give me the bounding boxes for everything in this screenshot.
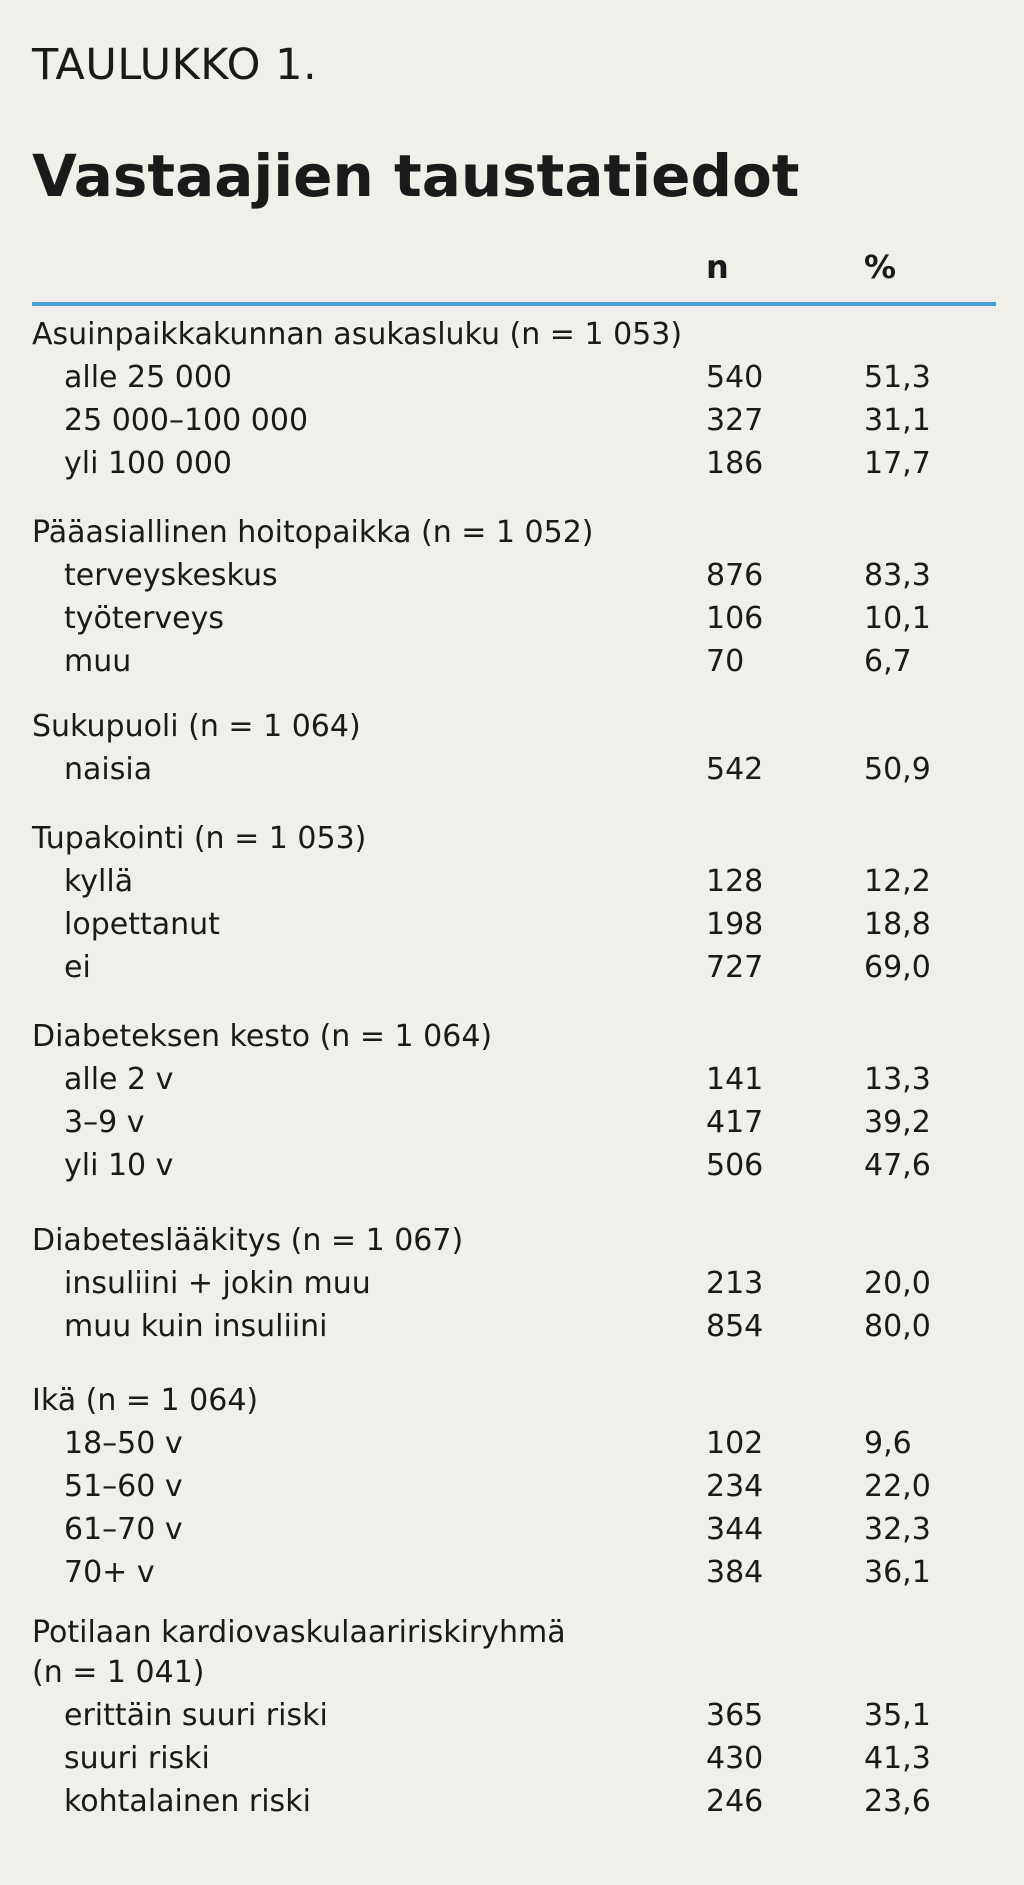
group-title: Diabeteksen kesto (n = 1 064)	[32, 1019, 493, 1054]
row-label: suuri riski	[64, 1741, 210, 1776]
row-label: 70+ v	[64, 1555, 155, 1590]
row-label: työterveys	[64, 601, 225, 636]
table-row	[0, 641, 1024, 683]
row-percent: 69,0	[864, 950, 931, 985]
row-count: 102	[706, 1426, 764, 1461]
row-percent: 31,1	[864, 403, 931, 438]
table-row	[0, 1466, 1024, 1508]
table-row	[0, 400, 1024, 442]
table-row	[0, 1263, 1024, 1305]
table-row	[0, 357, 1024, 399]
row-label: naisia	[64, 752, 153, 787]
group-title: Tupakointi (n = 1 053)	[32, 821, 367, 856]
row-label: yli 10 v	[64, 1148, 174, 1183]
table-row	[0, 947, 1024, 989]
header-rule	[32, 302, 996, 306]
row-percent: 80,0	[864, 1309, 931, 1344]
row-label: kohtalainen riski	[64, 1784, 311, 1819]
table-row	[0, 1552, 1024, 1594]
row-percent: 10,1	[864, 601, 931, 636]
row-count: 384	[706, 1555, 764, 1590]
row-percent: 18,8	[864, 907, 931, 942]
group-title: Diabeteslääkitys (n = 1 067)	[32, 1223, 464, 1258]
row-count: 246	[706, 1784, 764, 1819]
row-count: 506	[706, 1148, 764, 1183]
row-label: alle 2 v	[64, 1062, 174, 1097]
row-label: muu kuin insuliini	[64, 1309, 328, 1344]
row-label: terveyskeskus	[64, 558, 278, 593]
row-percent: 13,3	[864, 1062, 931, 1097]
row-percent: 32,3	[864, 1512, 931, 1547]
row-label: 25 000–100 000	[64, 403, 309, 438]
table-row	[0, 1509, 1024, 1551]
table-row	[0, 749, 1024, 791]
column-header-n: n	[706, 248, 729, 286]
row-count: 876	[706, 558, 764, 593]
row-percent: 36,1	[864, 1555, 931, 1590]
row-count: 540	[706, 360, 764, 395]
row-percent: 22,0	[864, 1469, 931, 1504]
group-title: Asuinpaikkakunnan asukasluku (n = 1 053)	[32, 317, 683, 352]
row-label: 61–70 v	[64, 1512, 183, 1547]
table-row	[0, 1145, 1024, 1187]
row-count: 727	[706, 950, 764, 985]
row-percent: 20,0	[864, 1266, 931, 1301]
table-row	[0, 904, 1024, 946]
row-percent: 83,3	[864, 558, 931, 593]
group-title: Sukupuoli (n = 1 064)	[32, 709, 361, 744]
row-count: 854	[706, 1309, 764, 1344]
row-label: 51–60 v	[64, 1469, 183, 1504]
row-count: 542	[706, 752, 764, 787]
group-title: Potilaan kardiovaskulaaririskiryhmä	[32, 1615, 566, 1650]
table-row	[0, 1695, 1024, 1737]
row-percent: 35,1	[864, 1698, 931, 1733]
row-count: 344	[706, 1512, 764, 1547]
table-row	[0, 1781, 1024, 1823]
row-count: 327	[706, 403, 764, 438]
row-label: 18–50 v	[64, 1426, 183, 1461]
row-percent: 6,7	[864, 644, 912, 679]
table-row	[0, 861, 1024, 903]
table-row	[0, 443, 1024, 485]
row-percent: 9,6	[864, 1426, 912, 1461]
table-row	[0, 1059, 1024, 1101]
row-count: 213	[706, 1266, 764, 1301]
row-count: 430	[706, 1741, 764, 1776]
row-percent: 12,2	[864, 864, 931, 899]
row-label: insuliini + jokin muu	[64, 1266, 371, 1301]
row-percent: 41,3	[864, 1741, 931, 1776]
table-row	[0, 1306, 1024, 1348]
row-count: 234	[706, 1469, 764, 1504]
row-percent: 39,2	[864, 1105, 931, 1140]
row-count: 417	[706, 1105, 764, 1140]
group-title-line2: (n = 1 041)	[32, 1655, 205, 1690]
row-percent: 47,6	[864, 1148, 931, 1183]
row-percent: 51,3	[864, 360, 931, 395]
group-title: Ikä (n = 1 064)	[32, 1383, 259, 1418]
row-label: kyllä	[64, 864, 134, 899]
table-row	[0, 555, 1024, 597]
table-row	[0, 1423, 1024, 1465]
column-header-percent: %	[864, 248, 897, 286]
table-row	[0, 598, 1024, 640]
table-title: Vastaajien taustatiedot	[32, 142, 800, 210]
row-count: 186	[706, 446, 764, 481]
row-label: ei	[64, 950, 91, 985]
row-count: 198	[706, 907, 764, 942]
row-count: 70	[706, 644, 745, 679]
table-row	[0, 1738, 1024, 1780]
row-label: lopettanut	[64, 907, 220, 942]
row-percent: 17,7	[864, 446, 931, 481]
row-percent: 23,6	[864, 1784, 931, 1819]
row-label: erittäin suuri riski	[64, 1698, 328, 1733]
row-count: 141	[706, 1062, 764, 1097]
row-label: alle 25 000	[64, 360, 233, 395]
row-label: yli 100 000	[64, 446, 233, 481]
row-percent: 50,9	[864, 752, 931, 787]
row-count: 365	[706, 1698, 764, 1733]
table-row	[0, 1102, 1024, 1144]
row-label: muu	[64, 644, 132, 679]
row-label: 3–9 v	[64, 1105, 145, 1140]
table-label: TAULUKKO 1.	[32, 40, 318, 90]
row-count: 106	[706, 601, 764, 636]
group-title: Pääasiallinen hoitopaikka (n = 1 052)	[32, 515, 594, 550]
row-count: 128	[706, 864, 764, 899]
